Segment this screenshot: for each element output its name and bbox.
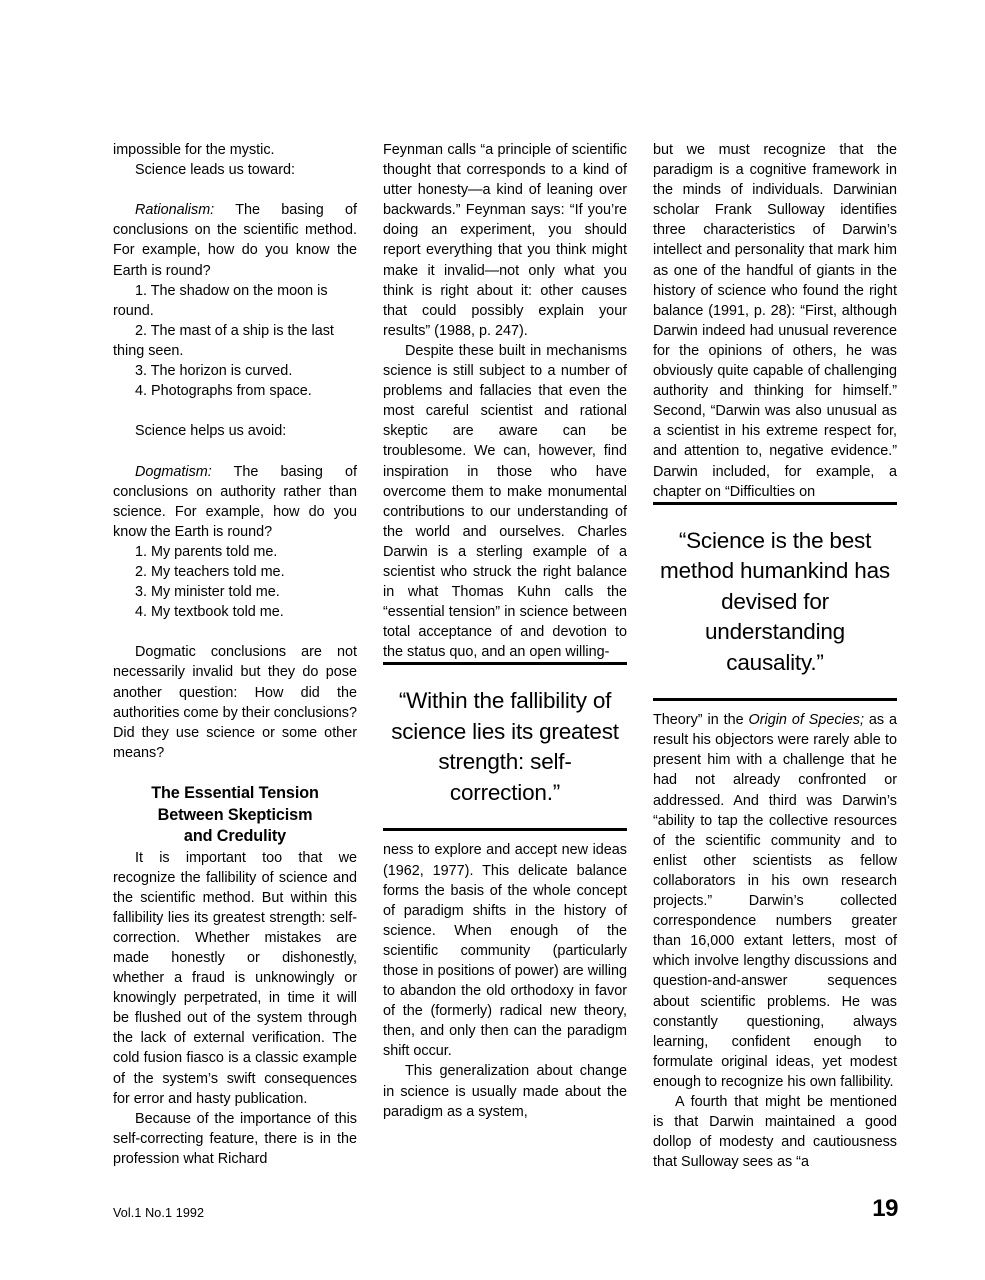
column-2	[383, 140, 627, 1195]
column-3	[653, 140, 897, 1195]
paragraph-spacer	[113, 401, 357, 421]
paragraph-spacer	[113, 180, 357, 200]
list-item: 4. Photographs from space.	[135, 383, 312, 400]
pull-quote-text: “Science is the best method humankind has devised for understanding causality.”	[660, 527, 890, 675]
rationalism-definition	[113, 200, 357, 280]
list-item: 1. The shadow on the moon is round.	[113, 282, 328, 319]
page-footer	[113, 1196, 898, 1221]
paragraph: Despite these built in mechanisms science is still subject to a number of problems and fallacies that even the most careful scientist and rational skeptic are aware can be troublesome. We can, however, find inspiration in those who have overcome them to make monumental contributions to our understanding of the world and ourselves. Charles Darwin is a sterling example of a scientist who struck the right balance in what Thomas Kuhn calls the “essential tension” in science between total acceptance of and devotion to the status quo, and an open willing-	[383, 342, 627, 661]
paragraph: impossible for the mystic.	[113, 142, 275, 158]
pull-quote	[383, 662, 627, 831]
article-columns	[113, 140, 898, 1195]
paragraph-spacer	[113, 763, 357, 783]
section-heading-line: and Credulity	[183, 827, 287, 845]
paragraph	[653, 710, 897, 1092]
list-item: 2. My teachers told me.	[135, 563, 285, 580]
paragraph: but we must recognize that the paradigm is a cognitive framework in the minds of individuals. Darwinian scholar Frank Sulloway identifies three characteristics of Darwin’s intellect and personality that mark him as one of the handful of giants in the history of science who found the right balance (1991, p. 28): “First, although Darwin indeed had unusual reverence for the opinions of others, he was obviously quite capable of challenging authority and thinking for himself.” Second, “Darwin was also unusual as a scientist in his extreme respect for, and attention to, negative evidence.” Darwin included, for example, a chapter on “Difficulties on	[653, 142, 897, 500]
section-heading-line: Between Skepticism	[157, 805, 313, 824]
paragraph: Science helps us avoid:	[135, 423, 287, 440]
term-body: The basing of conclusions on the scientific method. For example, how do you know the Earth is round?	[113, 202, 357, 279]
paragraph: It is important too that we recognize the fallibility of science and the scientific method. But within this fallibility lies its greatest strength: self-correction. Whether mistakes are made honestly or dishonestly, whether a fraud is unknowingly or knowingly perpetrated, in time it will be flushed out of the system through the lack of external verification. The cold fusion fiasco is a classic example of the system’s swift consequences for error and hasty publication.	[113, 849, 357, 1107]
page-number: 19	[872, 1195, 898, 1222]
paragraph: This generalization about change in science is usually made about the paradigm as a system,	[383, 1063, 627, 1120]
section-heading	[113, 783, 357, 848]
paragraph-part: Theory” in the	[653, 712, 749, 729]
paragraph-spacer	[653, 701, 897, 710]
list-item: 3. The horizon is curved.	[135, 363, 293, 380]
list-item: 3. My minister told me.	[135, 584, 280, 601]
book-title: Origin of Species;	[748, 712, 864, 729]
paragraph-part: as a result his objectors were rarely able to present him with a challenge that he had not already confronted or addressed. And third was Darwin’s “ability to tap the collective resources of the scientific community and to enlist other scientists as fellow collaborators in his own research projects.” Darwin’s collected correspondence numbers greater than 16,000 extant letters, most of which involve lengthy discussions and question-and-answer sequences about scientific problems. He was constantly questioning, always learning, confident enough to formulate original ideas, yet modest enough to recognize his own fallibility.	[653, 712, 898, 1090]
column-1	[113, 140, 357, 1195]
list-item: 2. The mast of a ship is the last thing seen.	[113, 322, 334, 359]
dogmatism-definition	[113, 462, 357, 542]
paragraph: Feynman calls “a principle of scientific thought that corresponds to a kind of utter honesty—a kind of leaning over backwards.” Feynman says: “If you’re doing an experiment, you should report everything that you think might make it invalid—not only what you think is right about it: other causes that could possibly explain your results” (1988, p. 247).	[383, 142, 627, 339]
term-label: Dogmatism:	[135, 463, 212, 480]
volume-info: Vol.1 No.1 1992	[113, 1206, 205, 1220]
section-heading-line: The Essential Tension	[151, 784, 319, 802]
term-body: The basing of conclusions on authority rather than science. For example, how do you know the Earth is round?	[113, 463, 357, 540]
paragraph: Science leads us toward:	[135, 162, 295, 179]
paragraph: A fourth that might be mentioned is that Darwin maintained a good dollop of modesty and cautiousness that Sulloway sees as “a	[653, 1093, 897, 1171]
paragraph-spacer	[113, 622, 357, 642]
list-item: 1. My parents told me.	[135, 543, 278, 560]
paragraph-spacer	[383, 831, 627, 840]
paragraph: Because of the importance of this self-correcting feature, there is in the profession what Richard	[113, 1110, 357, 1167]
term-label: Rationalism:	[135, 202, 215, 219]
paragraph: ness to explore and accept new ideas (1962, 1977). This delicate balance forms the basis of the whole concept of paradigm shifts in the history of science. When enough of the scientific community (particularly those in positions of power) are willing to abandon the old orthodoxy in favor of the (formerly) radical new theory, then, and only then can the paradigm shift occur.	[383, 842, 627, 1060]
paragraph: Dogmatic conclusions are not necessarily invalid but they do pose another question: How did the authorities come by their conclusions? Did they use science or some other means?	[113, 644, 357, 761]
pull-quote	[653, 502, 897, 702]
pull-quote-text: “Within the fallibility of science lies its greatest strength: self-correction.”	[391, 688, 619, 805]
list-item: 4. My textbook told me.	[135, 604, 284, 621]
paragraph-spacer	[113, 441, 357, 461]
